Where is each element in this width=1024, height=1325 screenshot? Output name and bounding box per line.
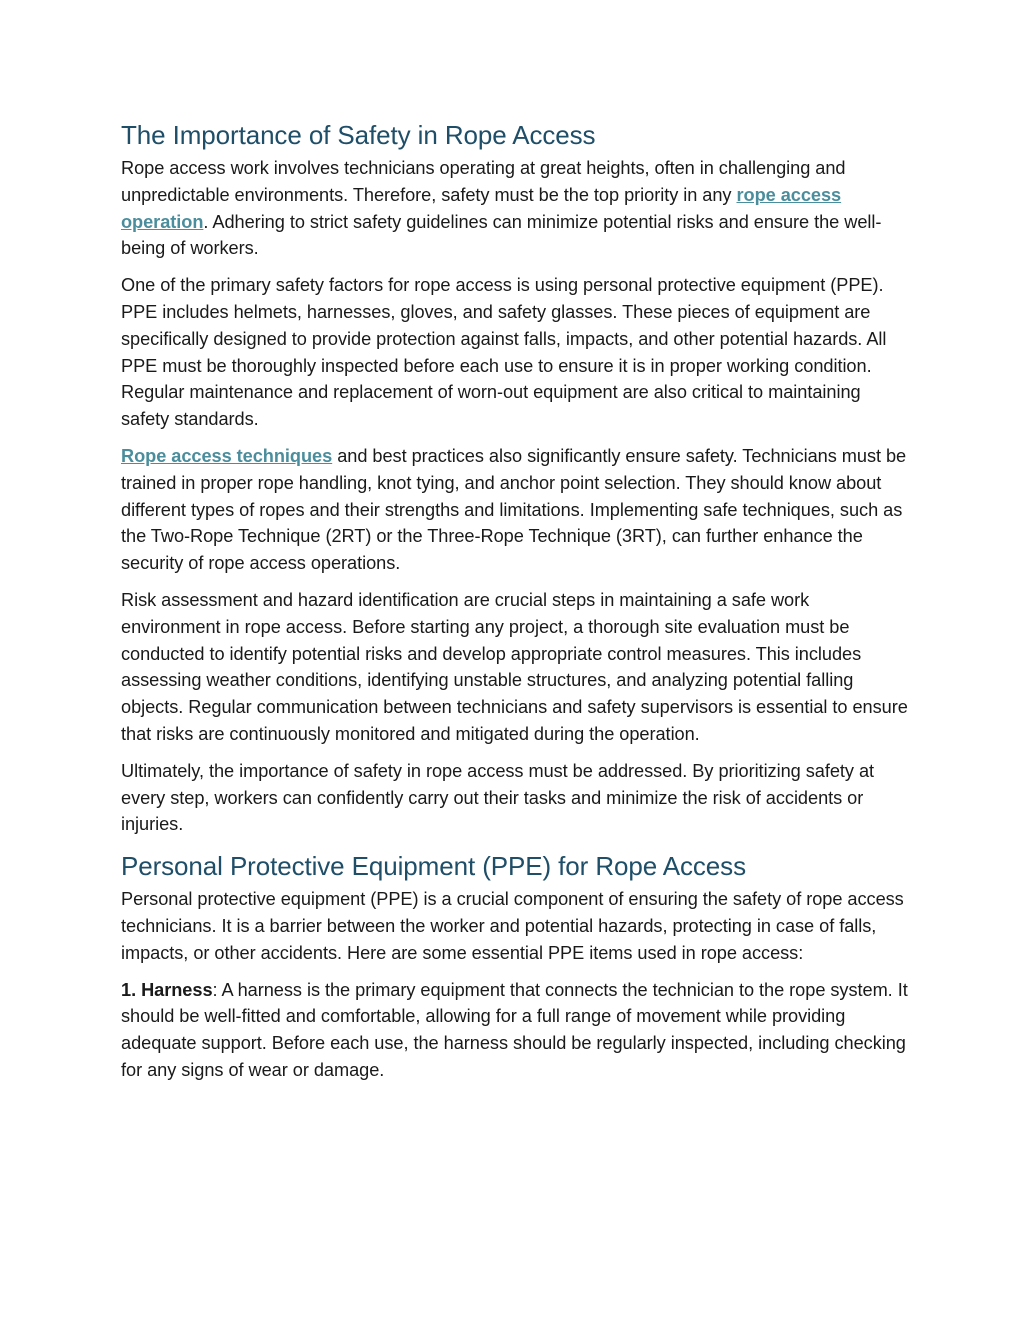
list-item-harness xyxy=(121,977,911,1084)
paragraph-conclusion: Ultimately, the importance of safety in rope access must be addressed. By prioritizing safety at every step, workers can confidently carry out their tasks and minimize the risk of accidents or injuries. xyxy=(121,760,875,835)
rope-access-techniques-link[interactable]: Rope access techniques xyxy=(121,445,333,466)
harness-text: : A harness is the primary equipment that connects the technician to the rope system. It should be well-fitted and comfortable, allowing for a full range of movement while providing adequate support. Before each use, the harness should be regularly inspected, including checking for any signs of wear or damage. xyxy=(121,979,908,1080)
paragraph-techniques xyxy=(121,443,911,577)
paragraph-text: . Adhering to strict safety guidelines can minimize potential risks and ensure the well-being of workers. xyxy=(121,211,882,259)
paragraph-text: and best practices also significantly ensure safety. Technicians must be trained in proper rope handling, knot tying, and anchor point selection. They should know about different types of ropes and their strengths and limitations. Implementing safe techniques, such as the Two-Rope Technique (2RT) or the Three-Rope Technique (3RT), can further enhance the security of rope access operations. xyxy=(121,445,907,574)
document-page xyxy=(121,117,911,1094)
paragraph-ppe-intro: Personal protective equipment (PPE) is a crucial component of ensuring the safety of rope access technicians. It is a barrier between the worker and potential hazards, protecting in case of falls, impacts, or other accidents. Here are some essential PPE items used in rope access: xyxy=(121,889,904,963)
paragraph-risk-assessment: Risk assessment and hazard identification are crucial steps in maintaining a safe work environment in rope access. Before starting any project, a thorough site evaluation must be conducted to identify potential risks and develop appropriate control measures. This includes assessing weather conditions, identifying unstable structures, and analyzing potential falling objects. Regular communication between technicians and safety supervisors is essential to ensure that risks are continuously monitored and mitigated during the operation. xyxy=(121,589,908,744)
harness-label: 1. Harness xyxy=(121,979,213,1000)
rope-access-operation-link[interactable]: rope access operation xyxy=(121,184,842,232)
paragraph-ppe: One of the primary safety factors for rope access is using personal protective equipment (PPE). PPE includes helmets, harnesses, gloves, and safety glasses. These pieces of equipment are specifically designed to provide protection against falls, impacts, and other potential hazards. All PPE must be thoroughly inspected before each use to ensure it is in proper working condition. Regular maintenance and replacement of worn-out equipment are also critical to maintaining safety standards. xyxy=(121,275,887,430)
paragraph-text: Rope access work involves technicians operating at great heights, often in challenging and unpredictable environments. Therefore, safety must be the top priority in any xyxy=(121,158,846,205)
paragraph-intro xyxy=(121,155,911,262)
section-heading-ppe: Personal Protective Equipment (PPE) for Rope Access xyxy=(121,851,746,882)
section-heading-safety: The Importance of Safety in Rope Access xyxy=(121,120,596,150)
